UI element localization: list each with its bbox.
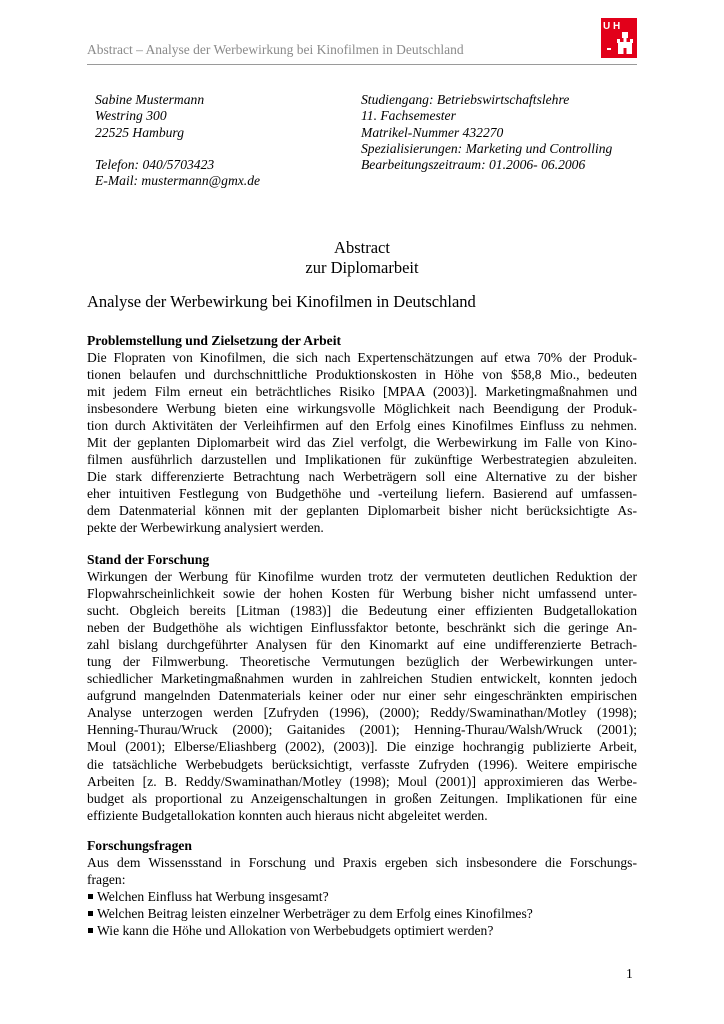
- text-line: Die Flopraten von Kinofilmen, die sich nach Expertenschätzungen auf etwa 70% der Produk-: [87, 350, 637, 365]
- text-line: fragen:: [87, 872, 126, 888]
- processing-period: Bearbeitungszeitraum: 01.2006- 06.2006: [361, 157, 586, 173]
- semester: 11. Fachsemester: [361, 108, 456, 124]
- list-item: [87, 905, 637, 922]
- text-line: eher intuitiven Festlegung von Budgethöhe und -verteilung liefern. Basierend auf umfassen-: [87, 486, 637, 502]
- text-line: schiedlicher Marketingmaßnahmen wurden in zahlreichen Studien entwickelt, konnten jedoch: [87, 671, 637, 687]
- section-research-questions: [87, 837, 637, 939]
- research-questions-list: [87, 888, 637, 939]
- text-line: filmen ausführlich darzustellen und Implikationen für zukünftige Werbestrategien abzuleiten.: [87, 452, 637, 468]
- text-line: dem Datenmaterial können mit der geplanten Diplomarbeit bisher nicht berücksichtigte As-: [87, 503, 637, 519]
- bullet-icon: [88, 894, 93, 899]
- thesis-title: Analyse der Werbewirkung bei Kinofilmen in Deutschland: [87, 292, 476, 311]
- author-city: 22525 Hamburg: [95, 124, 184, 140]
- specializations: Spezialisierungen: Marketing und Controlling: [361, 140, 613, 156]
- author-email: E-Mail: mustermann@gmx.de: [95, 173, 261, 189]
- author-phone: Telefon: 040/5703423: [95, 157, 215, 173]
- text-line: Die stark differenzierte Betrachtung nach Werbeträgern soll eine Alternative zu der bisher: [87, 469, 637, 485]
- section-research-state: [87, 551, 637, 824]
- text-line: insbesondere Werbung bieten eine wirkungsvolle Möglichkeit nach Beendigung der Produk-: [87, 401, 637, 417]
- text-line: tung der Filmwerbung. Theoretische Vermutungen bezüglich der Werbewirkungen unter-: [87, 654, 637, 670]
- section-heading: Forschungsfragen: [87, 838, 192, 853]
- contact-right: [361, 92, 612, 173]
- running-header: Abstract – Analyse der Werbewirkung bei Kinofilmen in Deutschland: [87, 42, 464, 57]
- contact-gap: [95, 141, 260, 157]
- bullet-icon: [88, 911, 93, 916]
- text-line: Henning-Thurau/Wruck (2000); Gaitanides (2001); Henning-Thurau/Walsh/Wruck (2001);: [87, 722, 637, 738]
- text-line: aufgrund mangelnden Datenmaterials keiner oder nur einer sehr eingeschränkten empirischen: [87, 688, 637, 704]
- text-line: budget als proportional zu Anzeigenschaltungen in großen Zeitungen. Implikationen für eine: [87, 790, 637, 806]
- question-text: Welchen Einfluss hat Werbung insgesamt?: [97, 889, 329, 905]
- study-program: Studiengang: Betriebswirtschaftslehre: [361, 92, 570, 107]
- text-line: Analyse unterzogen werden [Zufryden (1996), (2000); Reddy/Swaminathan/Motley (1998);: [87, 705, 637, 721]
- section-problem: [87, 332, 637, 537]
- text-line: pekte der Werbewirkung analysiert werden.: [87, 520, 324, 536]
- text-line: Aus dem Wissensstand in Forschung und Praxis ergeben sich insbesondere die Forschungs-: [87, 855, 637, 870]
- author-street: Westring 300: [95, 108, 167, 124]
- text-line: mit jedem Film erneut ein beträchtliches Risiko [MPAA (2003)]. Marketingmaßnahmen und: [87, 384, 637, 400]
- matriculation-number: Matrikel-Nummer 432270: [361, 124, 504, 140]
- text-line: Moul (2001); Elberse/Eliashberg (2002), (2003)]. Die einzige hochrangig publizierte Arbeit,: [87, 739, 637, 755]
- list-item: [87, 922, 637, 939]
- text-line: neben der Budgethöhe als wichtigen Einflussfaktor betonte, beschränkt sich die geringe An-: [87, 620, 637, 636]
- text-line: zahl bislang durchgeführter Analysen für den Kinomarkt auf eine undifferenzierte Betrach-: [87, 637, 637, 653]
- text-line: Arbeiten [z. B. Reddy/Swaminathan/Motley (1998); Moul (2001)] approximieren das Werbe-: [87, 773, 637, 789]
- section-heading: Stand der Forschung: [87, 552, 210, 567]
- text-line: sucht. Obgleich bereits [Litman (1983)] die Bedeutung einer effizienten Budgetallokation: [87, 603, 637, 619]
- abstract-heading: Abstract: [334, 238, 390, 257]
- bullet-icon: [88, 928, 93, 933]
- text-line: tion durch Aktivitäten der Verleihfirmen auf den Erfolg eines Kinofilmes Einfluss zu nehmen.: [87, 418, 637, 434]
- castle-icon: [601, 18, 637, 58]
- text-line: effiziente Budgetallokation konnten auch hieraus nicht abgeleitet werden.: [87, 807, 488, 823]
- contact-left: [95, 92, 260, 190]
- abstract-subheading: zur Diplomarbeit: [305, 258, 419, 277]
- section-heading: Problemstellung und Zielsetzung der Arbeit: [87, 333, 342, 348]
- text-line: Mit der geplanten Diplomarbeit wird das Ziel verfolgt, die Werbewirkung im Falle von Kino-: [87, 435, 637, 451]
- university-logo: [601, 18, 637, 58]
- text-line: Flopwahrscheinlichkeit sowie der hohen Kosten für Werbung bisher nicht umfassend unter-: [87, 586, 637, 602]
- header-rule: [87, 64, 637, 65]
- text-line: die tatsächliche Werbebudgets berücksichtigt, verfasste Zufryden (1996). Weitere empirische: [87, 756, 637, 772]
- section-text: [87, 349, 637, 537]
- text-line: Wirkungen der Werbung für Kinofilme wurden trotz der vermuteten deutlichen Reduktion der: [87, 569, 637, 584]
- logo-text: U H: [603, 21, 621, 32]
- section-text: [87, 854, 637, 888]
- text-line: tionen belaufen und durchschnittliche Produktionskosten in Höhe von $58,8 Mio., bedeuten: [87, 367, 637, 383]
- list-item: [87, 888, 637, 905]
- page-number: 1: [626, 966, 633, 981]
- section-text: [87, 568, 637, 824]
- question-text: Welchen Beitrag leisten einzelner Werbeträger zu dem Erfolg eines Kinofilmes?: [97, 906, 533, 922]
- author-name: Sabine Mustermann: [95, 92, 205, 107]
- question-text: Wie kann die Höhe und Allokation von Werbebudgets optimiert werden?: [97, 923, 494, 939]
